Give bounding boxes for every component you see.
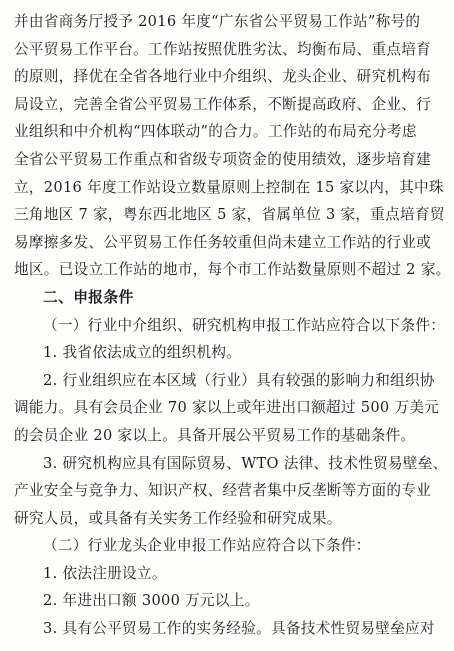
text-line: 的原则，择优在全省各地行业中介组织、龙头企业、研究机构布 [14,68,432,86]
subsection-heading-2: （二）行业龙头企业申报工作站应符合以下条件： [43,537,371,555]
text-line: 地区。已设立工作站的地市，每个市工作站数量原则不超过 2 家。 [14,261,451,279]
text-line: 局设立，完善全省公平贸易工作体系，不断提高政府、企业、行 [14,95,432,113]
condition-item: 2. 行业组织应在本区域（行业）具有较强的影响力和组织协 调能力。具有会员企业 70 家以上或年进出口额超过 500 万美元 的会员企业 20 家以上。具备开展公平贸易工作的基础条件。 [14,371,440,444]
text-line: 并由省商务厅授予 2016 年度“广东省公平贸易工作站”称号的 [14,13,421,30]
text-line: 易摩擦多发、公平贸易工作任务较重但尚未建立工作站的行业或 [14,233,432,251]
text-line: 公平贸易工作平台。工作站按照优胜劣汰、均衡布局、重点培育 [14,40,432,58]
subsection-heading-1: （一）行业中介组织、研究机构申报工作站应符合以下条件： [43,316,446,334]
intro-paragraph [14,8,451,284]
condition-item: 1. 我省依法成立的组织机构。 [43,344,242,362]
text-line: 全省公平贸易工作重点和省级专项资金的使用绩效，逐步培育建 [14,150,432,168]
condition-item: 2. 年进出口额 3000 万元以上。 [43,592,260,610]
text-line: 业组织和中介机构“四体联动”的合力。工作站的布局充分考虑 [14,123,417,141]
section-heading: 二、申报条件 [43,288,134,306]
condition-item: 1. 依法注册设立。 [43,564,167,582]
condition-item: 3. 具有公平贸易工作的实务经验。具备技术性贸易壁垒应对 [43,620,435,638]
text-line: 立，2016 年度工作站设立数量原则上控制在 15 家以内，其中珠 [14,178,444,196]
text-line: 三角地区 7 家，粤东西北地区 5 家，省属单位 3 家，重点培育贸 [14,206,445,224]
condition-item: 3. 研究机构应具有国际贸易、WTO 法律、技术性贸易壁垒、 产业安全与竞争力、知识产权、经营者集中反垄断等方面的专业 研究人员，或具备有关实务工作经验和研究成果。 [14,454,448,527]
